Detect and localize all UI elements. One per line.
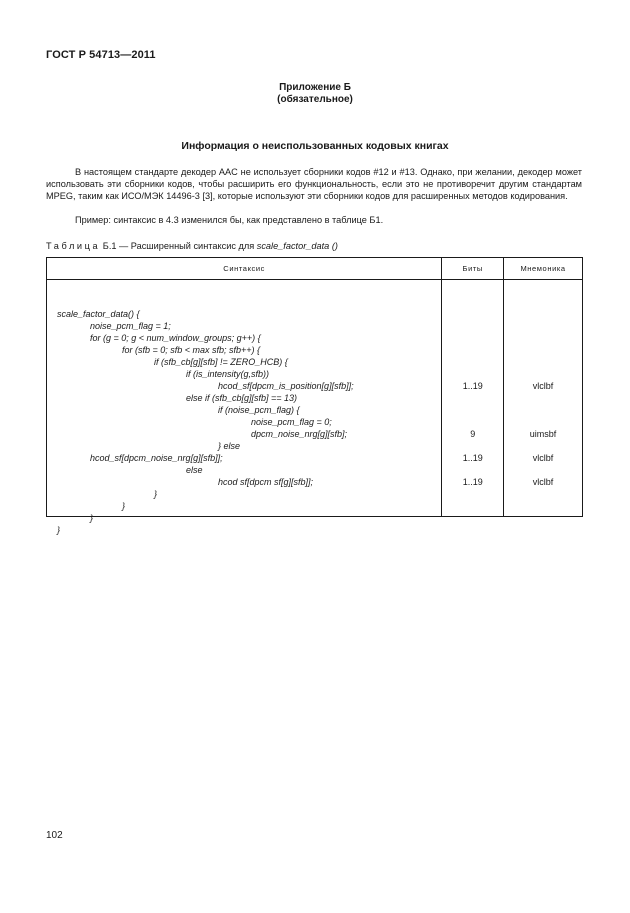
- code-line: hcod sf[dpcm sf[g][sfb]];: [218, 477, 314, 487]
- code-line: for (sfb = 0; sfb < max sfb; sfb++) {: [122, 345, 261, 355]
- code-line: hcod_sf[dpcm_noise_nrg[g][sfb]];: [90, 453, 223, 463]
- table-caption-number: Б.1 — Расширенный синтаксис для: [102, 241, 255, 251]
- code-line: dpcm_noise_nrg[g][sfb];: [251, 429, 348, 439]
- paragraph-example: Пример: синтаксис в 4.3 изменился бы, как представлено в таблице Б1.: [75, 215, 384, 225]
- section-title: Информация о неиспользованных кодовых книгах: [181, 140, 449, 152]
- code-line: if (sfb_cb[g][sfb] != ZERO_HCB) {: [154, 357, 288, 367]
- code-line: else if (sfb_cb[g][sfb] == 13): [186, 393, 298, 403]
- page-number: 102: [46, 830, 63, 841]
- paragraph-intro: В настоящем стандарте декодер AAC не использует сборники кодов #12 и #13. Однако, при желании, декодер может использовать эти сборники кодов, чтобы расширить его функциональность, если это не противоречит другим стандартам MPEG, таким как ИСО/МЭК 14496-3 [3], которые используют эти сборники кодов для расширенных методов кодирования.: [46, 167, 582, 201]
- table-header-row: [47, 258, 583, 280]
- code-line: if (noise_pcm_flag) {: [218, 405, 300, 415]
- mnemonic-value: vlclbf: [532, 477, 554, 487]
- code-line: scale_factor_data() {: [57, 309, 140, 319]
- header-bits: Биты: [442, 258, 504, 280]
- code-line: }: [154, 489, 158, 499]
- table-caption-name: scale_factor_data (): [256, 241, 338, 251]
- table-caption-prefix: Таблица: [46, 241, 101, 251]
- mnemonic-cell: [504, 280, 583, 517]
- bits-value: 1..19: [462, 477, 483, 487]
- annex-status: (обязательное): [277, 94, 353, 105]
- code-line: if (is_intensity(g,sfb)): [186, 369, 270, 379]
- mnemonic-value: uimsbf: [529, 429, 557, 439]
- mnemonic-value: vlclbf: [532, 453, 554, 463]
- bits-cell: [442, 280, 504, 517]
- code-line: }: [90, 513, 94, 523]
- code-line: hcod_sf[dpcm_is_position[g][sfb]];: [218, 381, 354, 391]
- bits-value: 9: [470, 429, 476, 439]
- code-line: else: [186, 465, 203, 475]
- table-body-row: [47, 280, 583, 517]
- bits-value: 1..19: [462, 381, 483, 391]
- code-line: for (g = 0; g < num_window_groups; g++) {: [90, 333, 261, 343]
- code-line: }: [57, 525, 61, 535]
- code-line: noise_pcm_flag = 0;: [251, 417, 332, 427]
- code-line: noise_pcm_flag = 1;: [90, 321, 171, 331]
- syntax-cell: [47, 280, 442, 535]
- code-line: }: [122, 501, 126, 511]
- header-mnemonic: Мнемоника: [504, 258, 583, 280]
- standard-designation: ГОСТ Р 54713—2011: [46, 49, 156, 61]
- mnemonic-value: vlclbf: [532, 381, 554, 391]
- header-syntax: Синтаксис: [47, 258, 442, 280]
- annex-title: Приложение Б: [279, 82, 351, 93]
- syntax-table: [46, 257, 583, 535]
- bits-value: 1..19: [462, 453, 483, 463]
- table-caption: [46, 241, 338, 251]
- code-line: } else: [218, 441, 241, 451]
